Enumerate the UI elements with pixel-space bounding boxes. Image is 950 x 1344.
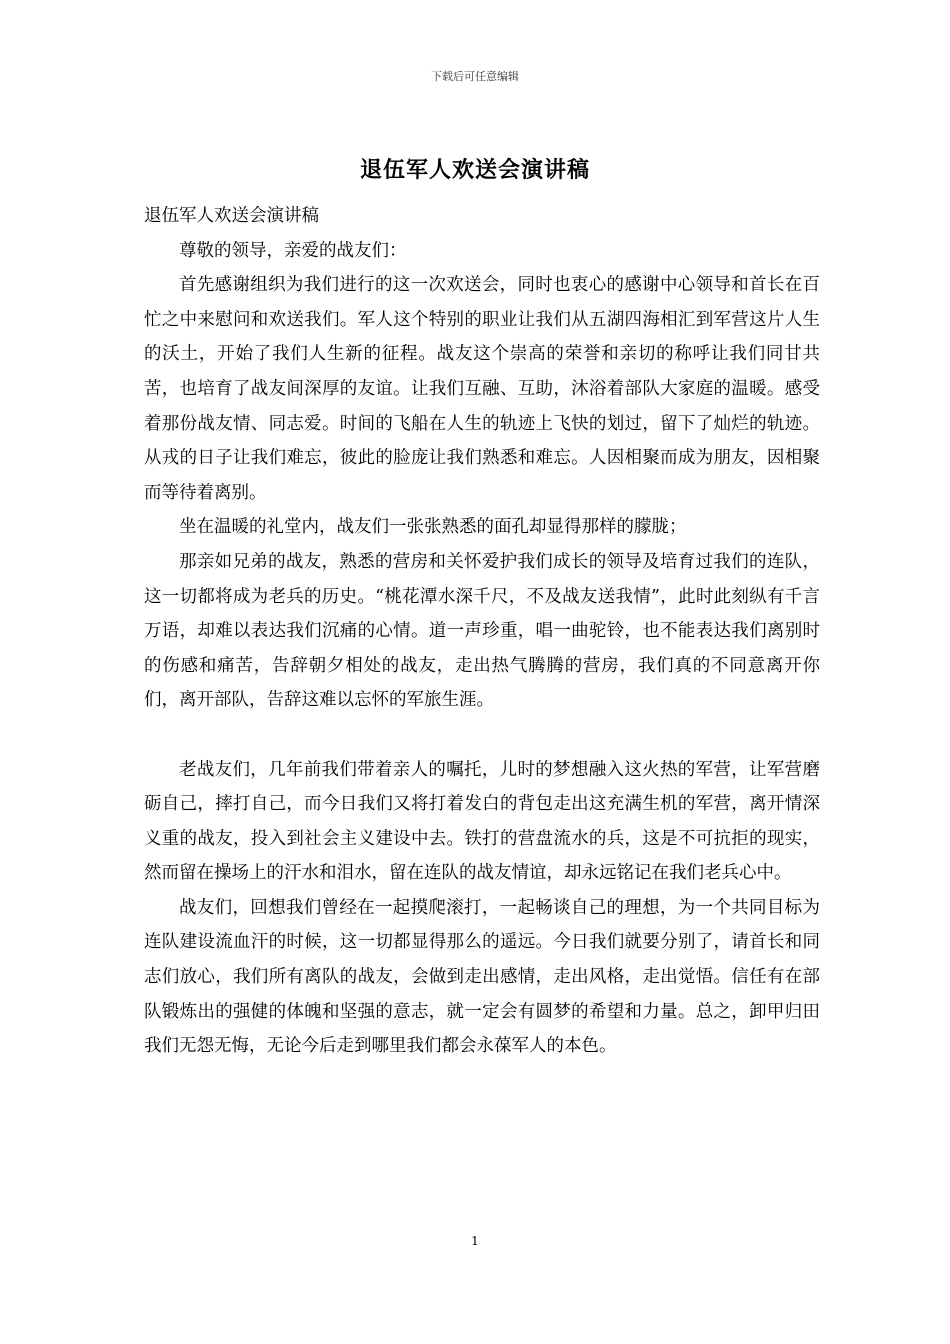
header-note: 下载后可任意编辑 [431,70,519,83]
paragraph-spacer [144,718,820,753]
page-number: 1 [471,1234,479,1248]
paragraph-1: 首先感谢组织为我们进行的这一次欢送会，同时也衷心的感谢中心领导和首长在百忙之中来慰问和欢送我们。军人这个特别的职业让我们从五湖四海相汇到军营这片人生的沃土，开始了我们人生新的征程。战友这个崇高的荣誉和亲切的称呼让我们同甘共苦，也培育了战友间深厚的友谊。让我们互融、互助，沐浴着部队大家庭的温暖。感受着那份战友情、同志爱。时间的飞船在人生的轨迹上飞快的划过，留下了灿烂的轨迹。从戎的日子让我们难忘，彼此的脸庞让我们熟悉和难忘。人因相聚而成为朋友，因相聚而等待着离别。 [144,275,820,503]
document-body [144,199,820,1064]
document-subtitle: 退伍军人欢送会演讲稿 [144,206,319,226]
paragraph-4: 老战友们，几年前我们带着亲人的嘱托，儿时的梦想融入这火热的军营，让军营磨砺自己，摔打自己，而今日我们又将打着发白的背包走出这充满生机的军营，离开情深义重的战友，投入到社会主义建设中去。铁打的营盘流水的兵，这是不可抗拒的现实，然而留在操场上的汗水和泪水，留在连队的战友情谊，却永远铭记在我们老兵心中。 [144,759,820,884]
greeting: 尊敬的领导，亲爱的战友们： [179,240,407,261]
paragraph-3: 那亲如兄弟的战友，熟悉的营房和关怀爱护我们成长的领导及培育过我们的连队，这一切都将成为老兵的历史。“桃花潭水深千尺，不及战友送我情”，此时此刻纵有千言万语，却难以表达我们沉痛的心情。道一声珍重，唱一曲驼铃，也不能表达我们离别时的伤感和痛苦，告辞朝夕相处的战友，走出热气腾腾的营房，我们真的不同意离开你们，离开部队，告辞这难以忘怀的军旅生涯。 [144,551,820,711]
paragraph-2: 坐在温暖的礼堂内，战友们一张张熟悉的面孔却显得那样的朦胧； [179,517,687,538]
document-title: 退伍军人欢送会演讲稿 [359,157,590,183]
paragraph-5: 战友们，回想我们曾经在一起摸爬滚打，一起畅谈自己的理想，为一个共同目标为连队建设流血汗的时候，这一切都显得那么的遥远。今日我们就要分别了，请首长和同志们放心，我们所有离队的战友，会做到走出感情，走出风格，走出觉悟。信任有在部队锻炼出的强健的体魄和坚强的意志，就一定会有圆梦的希望和力量。总之，卸甲归田我们无怨无悔，无论今后走到哪里我们都会永葆军人的本色。 [144,897,820,1057]
